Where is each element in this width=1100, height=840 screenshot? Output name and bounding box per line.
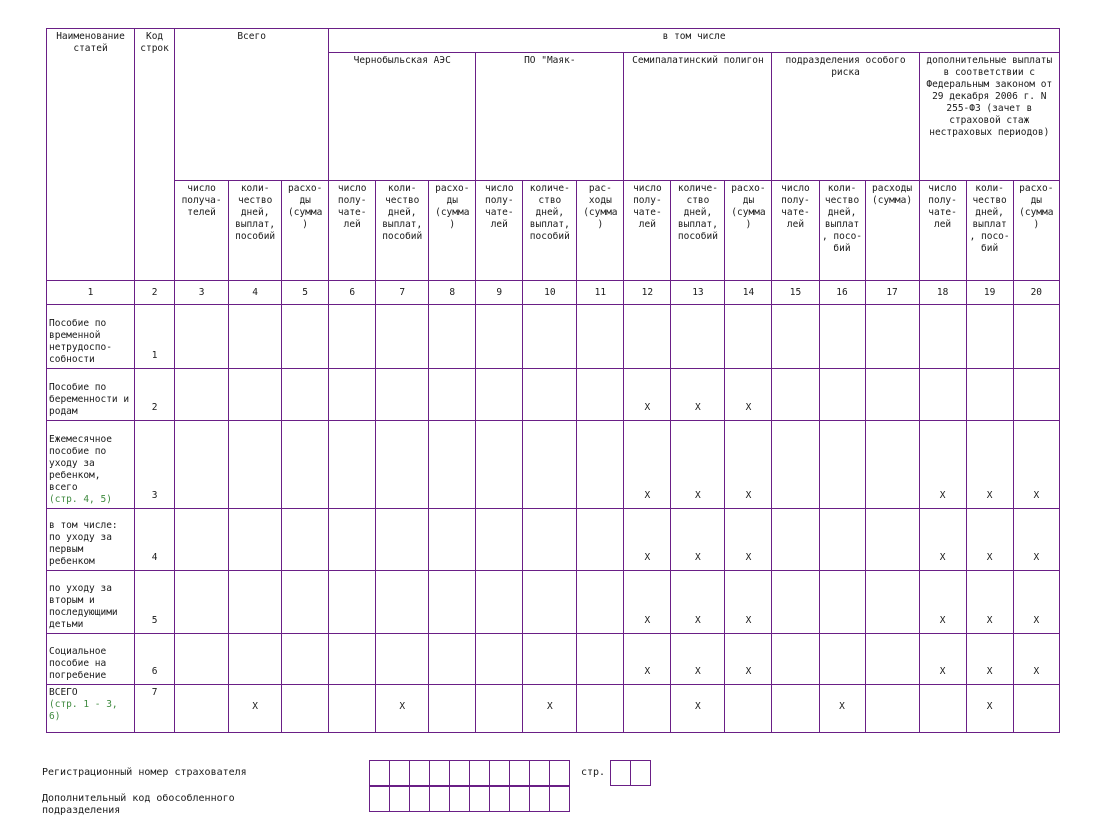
additional-code-digit-box[interactable] [449,786,470,812]
table-row [47,369,1060,421]
crossed-out-cell: X [966,634,1013,685]
subheader-cell: число полу- чате- лей [772,181,819,281]
crossed-out-cell: X [919,509,966,571]
additional-code-digit-box[interactable] [389,786,410,812]
data-cell[interactable] [229,421,282,509]
registration-digit-box[interactable] [489,760,510,786]
data-cell[interactable] [329,305,376,369]
header-including: в том числе [329,29,1060,53]
row-name-text: в том числе: по уходу за первым ребенком [49,520,118,567]
data-cell[interactable] [229,509,282,571]
data-cell[interactable] [919,305,966,369]
data-cell[interactable] [577,369,624,421]
crossed-out-cell: X [1013,571,1059,634]
row-name-text: ВСЕГО [49,687,78,698]
data-cell[interactable] [577,305,624,369]
data-cell[interactable] [523,369,577,421]
data-cell[interactable] [175,685,229,733]
data-cell[interactable] [376,509,429,571]
data-cell[interactable] [476,305,523,369]
column-number: 14 [725,281,772,305]
row-name [47,305,135,369]
registration-digit-box[interactable] [529,760,550,786]
data-cell[interactable] [624,305,671,369]
data-cell[interactable] [476,571,523,634]
data-cell[interactable] [175,634,229,685]
subheader-cell: коли- чество дней, выплат, пособий [229,181,282,281]
row-code: 4 [135,509,175,571]
row-name-text: по уходу за вторым и последующими детьми [49,583,118,630]
data-cell[interactable] [429,634,476,685]
registration-digit-box[interactable] [549,760,570,786]
column-number: 11 [577,281,624,305]
column-number: 5 [282,281,329,305]
crossed-out-cell: X [919,421,966,509]
registration-number-label: Регистрационный номер страхователя [42,767,247,778]
crossed-out-cell: X [671,509,725,571]
subheader-cell: количе- ство дней, выплат, пособий [523,181,577,281]
column-number: 15 [772,281,819,305]
data-cell[interactable] [523,305,577,369]
data-cell[interactable] [429,305,476,369]
data-cell[interactable] [376,305,429,369]
data-cell[interactable] [329,685,376,733]
header-code-column: Код строк [135,29,175,281]
data-cell[interactable] [376,421,429,509]
data-cell[interactable] [772,509,819,571]
row-name [47,421,135,509]
row-name [47,634,135,685]
crossed-out-cell: X [966,685,1013,733]
crossed-out-cell: X [725,571,772,634]
crossed-out-cell: X [671,634,725,685]
column-number: 16 [819,281,865,305]
crossed-out-cell: X [919,634,966,685]
column-number: 12 [624,281,671,305]
benefits-table [46,28,1060,733]
column-number: 13 [671,281,725,305]
crossed-out-cell: X [1013,634,1059,685]
subheader-cell: число получа- телей [175,181,229,281]
data-cell[interactable] [476,634,523,685]
data-cell[interactable] [175,509,229,571]
additional-code-digit-box[interactable] [369,786,390,812]
data-cell[interactable] [429,571,476,634]
column-number: 4 [229,281,282,305]
data-cell[interactable] [376,571,429,634]
data-cell[interactable] [772,571,819,634]
data-cell[interactable] [523,509,577,571]
registration-number-field[interactable] [370,760,570,786]
data-cell[interactable] [865,509,919,571]
subheader-cell: расхо- ды (сумма ) [429,181,476,281]
column-number: 1 [47,281,135,305]
data-cell[interactable] [329,571,376,634]
data-cell[interactable] [476,685,523,733]
data-cell[interactable] [175,421,229,509]
data-cell[interactable] [175,571,229,634]
crossed-out-cell: X [725,369,772,421]
subheader-cell: число полу- чате- лей [476,181,523,281]
data-cell[interactable] [624,685,671,733]
crossed-out-cell: X [1013,509,1059,571]
data-cell[interactable] [865,305,919,369]
crossed-out-cell: X [671,421,725,509]
data-cell[interactable] [429,369,476,421]
registration-digit-box[interactable] [429,760,450,786]
crossed-out-cell: X [624,421,671,509]
data-cell[interactable] [819,305,865,369]
row-note: (стр. 4, 5) [49,494,112,505]
data-cell[interactable] [725,685,772,733]
row-code: 3 [135,421,175,509]
data-cell[interactable] [282,685,329,733]
table-row [47,509,1060,571]
crossed-out-cell: X [671,685,725,733]
data-cell[interactable] [282,421,329,509]
header-group-mayak: ПО "Маяк- [476,53,624,181]
page-digit-box[interactable] [610,760,631,786]
data-cell[interactable] [577,634,624,685]
column-number: 20 [1013,281,1059,305]
data-cell[interactable] [282,509,329,571]
data-cell[interactable] [772,369,819,421]
crossed-out-cell: X [671,369,725,421]
registration-digit-box[interactable] [509,760,530,786]
data-cell[interactable] [1013,685,1059,733]
additional-code-digit-box[interactable] [409,786,430,812]
data-cell[interactable] [577,685,624,733]
data-cell[interactable] [229,634,282,685]
data-cell[interactable] [772,421,819,509]
row-name-text: Социальное пособие на погребение [49,646,107,681]
data-cell[interactable] [865,634,919,685]
column-number: 8 [429,281,476,305]
crossed-out-cell: X [819,685,865,733]
column-number: 2 [135,281,175,305]
row-code: 5 [135,571,175,634]
crossed-out-cell: X [725,421,772,509]
data-cell[interactable] [282,634,329,685]
column-number: 7 [376,281,429,305]
registration-digit-box[interactable] [369,760,390,786]
page-digit-box[interactable] [630,760,651,786]
data-cell[interactable] [966,305,1013,369]
crossed-out-cell: X [966,421,1013,509]
data-cell[interactable] [282,369,329,421]
column-number: 18 [919,281,966,305]
data-cell[interactable] [819,421,865,509]
crossed-out-cell: X [523,685,577,733]
row-code: 2 [135,369,175,421]
data-cell[interactable] [329,369,376,421]
column-number: 10 [523,281,577,305]
data-cell[interactable] [229,305,282,369]
crossed-out-cell: X [919,571,966,634]
crossed-out-cell: X [624,634,671,685]
additional-code-digit-box[interactable] [489,786,510,812]
crossed-out-cell: X [966,571,1013,634]
column-number: 17 [865,281,919,305]
row-name [47,685,135,733]
row-code: 1 [135,305,175,369]
crossed-out-cell: X [624,571,671,634]
additional-code-digit-box[interactable] [529,786,550,812]
additional-code-digit-box[interactable] [549,786,570,812]
data-cell[interactable] [282,571,329,634]
data-cell[interactable] [819,571,865,634]
crossed-out-cell: X [229,685,282,733]
data-cell[interactable] [1013,305,1059,369]
header-group-chernobyl: Чернобыльская АЭС [329,53,476,181]
data-cell[interactable] [282,305,329,369]
data-cell[interactable] [175,369,229,421]
row-code: 6 [135,634,175,685]
benefits-report-form [46,28,1060,736]
header-name-column: Наименование статей [47,29,135,281]
data-cell[interactable] [329,421,376,509]
data-cell[interactable] [523,571,577,634]
data-cell[interactable] [865,685,919,733]
additional-code-digit-box[interactable] [509,786,530,812]
data-cell[interactable] [476,509,523,571]
data-cell[interactable] [376,369,429,421]
data-cell[interactable] [772,685,819,733]
crossed-out-cell: X [624,369,671,421]
row-code: 7 [135,685,175,733]
data-cell[interactable] [429,509,476,571]
subheader-cell: коли- чество дней, выплат, пособий [376,181,429,281]
crossed-out-cell: X [725,509,772,571]
column-number: 6 [329,281,376,305]
header-group-special-risk: подразделения особого риска [772,53,919,181]
data-cell[interactable] [577,421,624,509]
header-group-additional-payments: дополнительные выплаты в соответствии с Федеральным законом от 29 декабря 2006 г. N 255-ФЗ (зачет в страховой стаж нестраховых периодов) [919,53,1059,181]
data-cell[interactable] [865,571,919,634]
table-row [47,305,1060,369]
row-name-text: Ежемесячное пособие по уходу за ребенком, всего [49,434,112,493]
data-cell[interactable] [772,305,819,369]
data-cell[interactable] [577,571,624,634]
registration-digit-box[interactable] [389,760,410,786]
subheader-cell: число полу- чате- лей [919,181,966,281]
subheader-cell: коли- чество дней, выплат , посо- бий [966,181,1013,281]
data-cell[interactable] [865,369,919,421]
column-number: 3 [175,281,229,305]
table-row [47,571,1060,634]
subheader-cell: расхо- ды (сумма ) [282,181,329,281]
subheader-cell: коли- чество дней, выплат , посо- бий [819,181,865,281]
additional-code-field[interactable] [370,786,570,812]
table-row [47,685,1060,733]
data-cell[interactable] [523,634,577,685]
row-note: (стр. 1 - 3, 6) [49,699,118,722]
data-cell[interactable] [429,685,476,733]
subheader-cell: количе- ство дней, выплат, пособий [671,181,725,281]
subheader-cell: расхо- ды (сумма ) [725,181,772,281]
data-cell[interactable] [919,685,966,733]
data-cell[interactable] [772,634,819,685]
data-cell[interactable] [429,421,476,509]
subheader-cell: число полу- чате- лей [329,181,376,281]
data-cell[interactable] [725,305,772,369]
additional-code-digit-box[interactable] [469,786,490,812]
data-cell[interactable] [229,369,282,421]
column-number: 9 [476,281,523,305]
data-cell[interactable] [175,305,229,369]
table-row [47,634,1060,685]
table-row [47,421,1060,509]
row-name-text: Пособие по временной нетрудоспо- собности [49,318,112,365]
row-name [47,369,135,421]
data-cell[interactable] [819,509,865,571]
additional-code-label: Дополнительный код обособленного подразделения [42,793,235,816]
crossed-out-cell: X [1013,421,1059,509]
data-cell[interactable] [819,369,865,421]
crossed-out-cell: X [725,634,772,685]
data-cell[interactable] [919,369,966,421]
data-cell[interactable] [1013,369,1059,421]
registration-digit-box[interactable] [409,760,430,786]
crossed-out-cell: X [671,571,725,634]
data-cell[interactable] [376,634,429,685]
data-cell[interactable] [523,421,577,509]
footer-block [42,760,682,824]
data-cell[interactable] [329,634,376,685]
page-number-field[interactable] [611,760,651,786]
subheader-cell: число полу- чате- лей [624,181,671,281]
header-group-semipalatinsk: Семипалатинский полигон [624,53,772,181]
row-name [47,509,135,571]
data-cell[interactable] [476,369,523,421]
crossed-out-cell: X [624,509,671,571]
data-cell[interactable] [671,305,725,369]
subheader-cell: расхо- ды (сумма ) [1013,181,1059,281]
crossed-out-cell: X [376,685,429,733]
row-name-text: Пособие по беременности и родам [49,382,130,417]
row-name [47,571,135,634]
data-cell[interactable] [329,509,376,571]
data-cell[interactable] [966,369,1013,421]
data-cell[interactable] [476,421,523,509]
data-cell[interactable] [865,421,919,509]
crossed-out-cell: X [966,509,1013,571]
registration-digit-box[interactable] [469,760,490,786]
page-label: стр. [581,767,606,778]
data-cell[interactable] [577,509,624,571]
column-number: 19 [966,281,1013,305]
additional-code-digit-box[interactable] [429,786,450,812]
header-total: Всего [175,29,329,181]
data-cell[interactable] [819,634,865,685]
subheader-cell: расходы (сумма) [865,181,919,281]
subheader-cell: рас- ходы (сумма ) [577,181,624,281]
data-cell[interactable] [229,571,282,634]
registration-digit-box[interactable] [449,760,470,786]
